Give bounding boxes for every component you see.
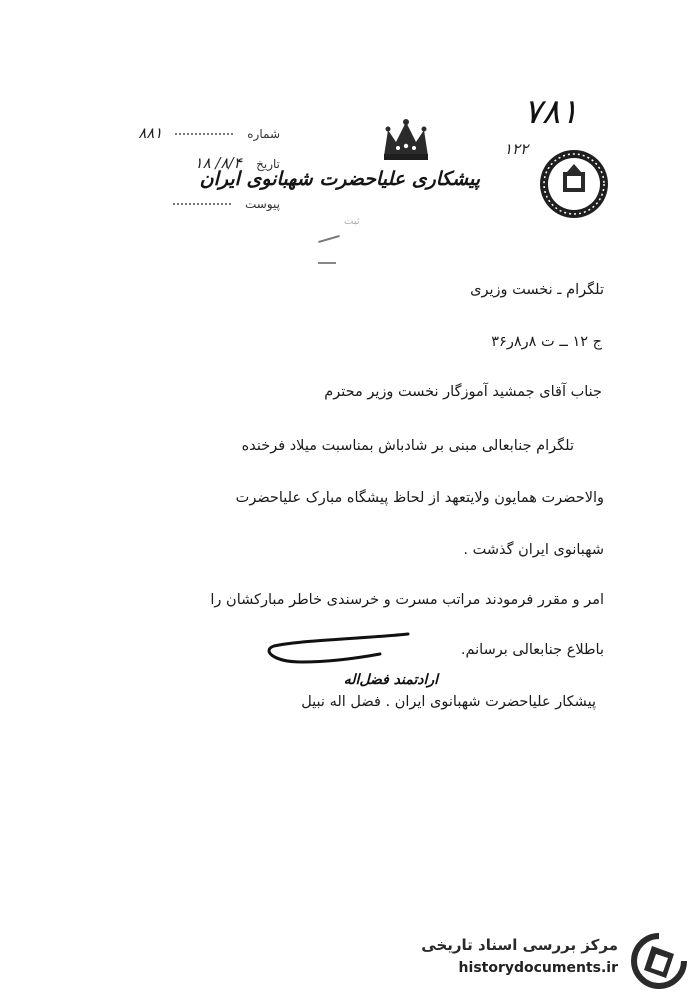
- watermark-url: historydocuments.ir: [458, 960, 618, 976]
- paragraph-line: شهبانوی ایران گذشت .: [463, 542, 604, 558]
- dotted-line: [173, 203, 231, 205]
- telegram-heading: تلگرام ـ نخست وزیری: [470, 282, 604, 298]
- watermark-title: مرکز بررسی اسناد تاریخی: [421, 936, 618, 954]
- paragraph-line: والاحضرت همایون ولایتعهد از لحاظ پیشگاه مبارک علیاحضرت: [235, 490, 604, 506]
- number-value: ۸۸۱: [138, 124, 163, 142]
- crown-emblem-icon: [378, 116, 434, 168]
- margin-mark: [318, 262, 336, 264]
- paragraph-line: امر و مقرر فرمودند مراتب مسرت و خرسندی خاطر مبارکشان را: [210, 592, 604, 608]
- handwritten-signature: ارادتمند فضل‌اله: [343, 672, 438, 688]
- attachment-label: پیوست: [245, 197, 280, 211]
- paragraph-line: باطلاع جنابعالی برسانم.: [460, 642, 604, 658]
- handwritten-subnumber: ۱۲۲: [504, 140, 529, 158]
- signature-icon: [262, 628, 412, 676]
- archive-center-logo-icon: [630, 932, 688, 994]
- dotted-line: [175, 133, 233, 135]
- court-title: پیشکاری علیاحضرت شهبانوی ایران: [199, 168, 480, 190]
- margin-mark: [318, 235, 340, 243]
- date-label: تاریخ: [256, 157, 280, 171]
- number-label: شماره: [247, 127, 280, 141]
- attachment-field: [165, 196, 280, 212]
- faint-stamp: ثبت: [344, 216, 360, 227]
- handwritten-number: ۷۸۱: [523, 92, 579, 132]
- paragraph-line: تلگرام جنابعالی مبنی بر شادباش بمناسبت میلاد فرخنده: [241, 438, 574, 454]
- closing-signature: پیشکار علیاحضرت شهبانوی ایران . فضل اله نبیل: [301, 694, 596, 710]
- date-value: ۸/۴/ ۱۸: [194, 154, 242, 172]
- round-seal-icon: [532, 148, 616, 224]
- number-field: [138, 124, 280, 142]
- reference-number: ج ۱۲ ــ ت ۸ر۸ر۳۶: [491, 334, 602, 350]
- salutation: جناب آقای جمشید آموزگار نخست وزیر محترم: [324, 384, 602, 400]
